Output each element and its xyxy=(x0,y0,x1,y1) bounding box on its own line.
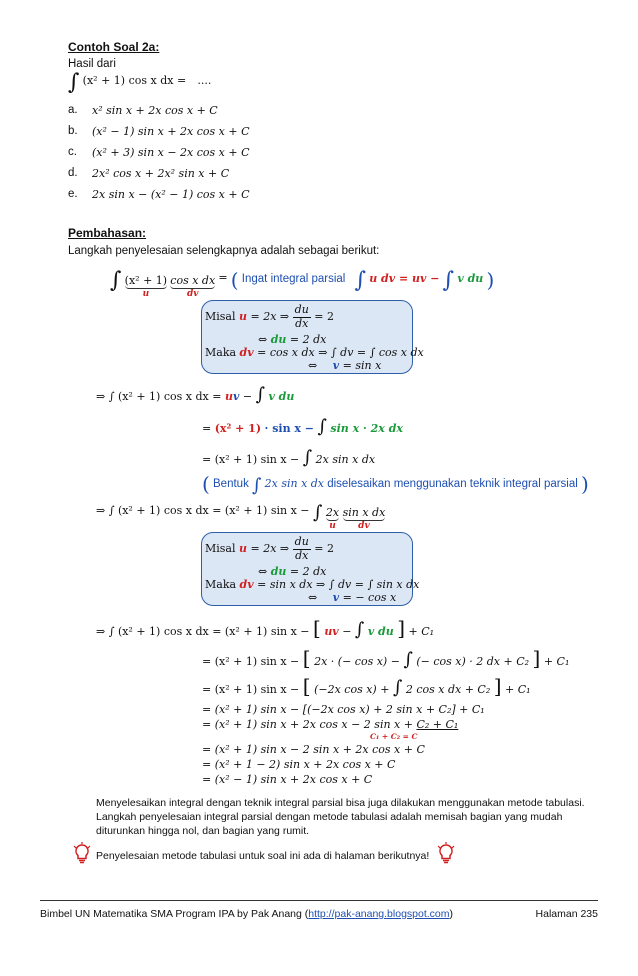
footer-left: Bimbel UN Matematika SMA Program IPA by Pak Anang (http://pak-anang.blogspot.com) xyxy=(40,908,454,920)
option-d-text: 2x² cos x + 2x² sin x + C xyxy=(92,167,230,180)
question-line: ∫ (x² + 1) cos x dx = .... xyxy=(68,70,212,95)
box1-line4: ⇔ v = sin x xyxy=(308,359,382,372)
step4-line6: = (x² + 1) sin x − 2 sin x + 2x cos x + C xyxy=(202,743,425,756)
question-prompt: Hasil dari xyxy=(68,58,116,70)
integral-sign-icon: ∫ xyxy=(442,268,455,293)
integral-sign-icon: ∫ xyxy=(110,268,122,293)
footer-blog-link[interactable]: http://pak-anang.blogspot.com xyxy=(308,908,450,920)
hint-close-paren: ) xyxy=(486,268,495,292)
constant-note: C₁ + C₂ = C xyxy=(370,732,418,741)
option-c-text: (x² + 3) sin x − 2x cos x + C xyxy=(92,146,250,159)
option-e-text: 2x sin x − (x² − 1) cos x + C xyxy=(92,188,250,201)
u-brace: (x² + 1) u xyxy=(124,274,168,299)
integral-sign-icon: ∫ xyxy=(255,384,265,405)
box1-line3: Maka dv = cos x dx ⇒ ∫ dv = ∫ cos x dx xyxy=(205,346,424,359)
option-b-text: (x² − 1) sin x + 2x cos x + C xyxy=(92,125,250,138)
hint-open-paren: ( xyxy=(230,268,239,292)
box1-line1: Misal u = 2x ⇒ $\frac{du}{dx}$ = 2 xyxy=(205,303,335,330)
lightbulb-icon xyxy=(436,842,456,864)
step4-line5: = (x² + 1) sin x + 2x cos x − 2 sin x + C₂ + C₁ xyxy=(202,718,459,731)
hint-text: Ingat integral parsial xyxy=(241,273,346,285)
step2-line3: = (x² + 1) sin x − ∫ 2x sin x dx xyxy=(202,447,376,468)
box2-line2: ⇔ du = 2 dx xyxy=(258,565,327,578)
step4-line4: = (x² + 1) sin x − [(−2x cos x) + 2 sin x + C₂] + C₁ xyxy=(202,703,485,716)
closing-line-3: diturunkan hingga nol, dan bagian yang rumit. xyxy=(96,825,310,837)
option-e: e. xyxy=(68,188,78,200)
tip-text: Penyelesaian metode tabulasi untuk soal ini ada di halaman berikutnya! xyxy=(96,850,430,862)
step4-line2: = (x² + 1) sin x − [ 2x · (− cos x) − ∫ (− cos x) · 2 dx + C₂ ] + C₁ xyxy=(202,646,570,670)
lightbulb-icon xyxy=(72,842,92,864)
page-number: Halaman 235 xyxy=(535,908,598,920)
step2-line1: ⇒ ∫ (x² + 1) cos x dx = uv − ∫ v du xyxy=(96,384,295,405)
box2-line3: Maka dv = sin x dx ⇒ ∫ dv = ∫ sin x dx xyxy=(205,578,420,591)
integral-sign-icon: ∫ xyxy=(317,416,327,437)
integral-sign-icon: ∫ xyxy=(403,649,413,670)
closing-line-2: Langkah penyelesaian integral parsial dengan metode tabulasi adalah memisah bagian yang mudah xyxy=(96,811,563,823)
integral-sign-icon: ∫ xyxy=(302,447,313,468)
step3-line: ⇒ ∫ (x² + 1) cos x dx = (x² + 1) sin x − ∫ 2x u sin x dx dv xyxy=(96,502,386,531)
option-a: a. xyxy=(68,104,78,116)
integral-sign-icon: ∫ xyxy=(313,502,323,523)
box2-line4: ⇔ v = − cos x xyxy=(308,591,397,604)
integral-sign-icon: ∫ xyxy=(252,475,262,496)
box1-line2: ⇔ du = 2 dx xyxy=(258,333,327,346)
step4-line8: = (x² − 1) sin x + 2x cos x + C xyxy=(202,773,373,786)
step2-line2: = (x² + 1) · sin x − ∫ sin x · 2x dx xyxy=(202,416,403,437)
dv-brace-2: sin x dx dv xyxy=(342,506,386,531)
u-brace-2: 2x u xyxy=(325,506,340,531)
step4-line1: ⇒ ∫ (x² + 1) cos x dx = (x² + 1) sin x − [ uv − ∫ v du ] + C₁ xyxy=(96,616,435,640)
integral-sign-icon: ∫ xyxy=(392,677,403,698)
step2-note: ( Bentuk ∫ 2x sin x dx diselesaikan menggunakan teknik integral parsial ) xyxy=(202,472,589,496)
option-b: b. xyxy=(68,125,78,137)
step4-line3: = (x² + 1) sin x − [ (−2x cos x) + ∫ 2 cos x dx + C₂ ] + C₁ xyxy=(202,674,531,698)
step1-line: ∫ (x² + 1) u cos x dx dv = ( Ingat integral parsial ∫ u dv = uv − ∫ v du ) xyxy=(110,268,495,299)
integral-sign-icon: ∫ xyxy=(354,619,365,640)
option-c: c. xyxy=(68,146,77,158)
footer-divider xyxy=(40,900,598,901)
solution-title: Pembahasan: xyxy=(68,226,147,240)
closing-line-1: Menyelesaikan integral dengan teknik integral parsial bisa juga dilakukan menggunakan metode tabulasi. xyxy=(96,797,585,809)
box2-line1: Misal u = 2x ⇒ $\frac{du}{dx}$ = 2 xyxy=(205,535,335,562)
integral-sign-icon: ∫ xyxy=(354,268,367,293)
solution-intro: Langkah penyelesaian selengkapnya adalah sebagai berikut: xyxy=(68,245,380,257)
option-a-text: x² sin x + 2x cos x + C xyxy=(92,104,218,117)
option-d: d. xyxy=(68,167,78,179)
example-title: Contoh Soal 2a: xyxy=(68,40,160,54)
dv-brace: cos x dx dv xyxy=(170,274,216,299)
step4-line7: = (x² + 1 − 2) sin x + 2x cos x + C xyxy=(202,758,396,771)
integral-sign-icon: ∫ xyxy=(68,70,80,95)
